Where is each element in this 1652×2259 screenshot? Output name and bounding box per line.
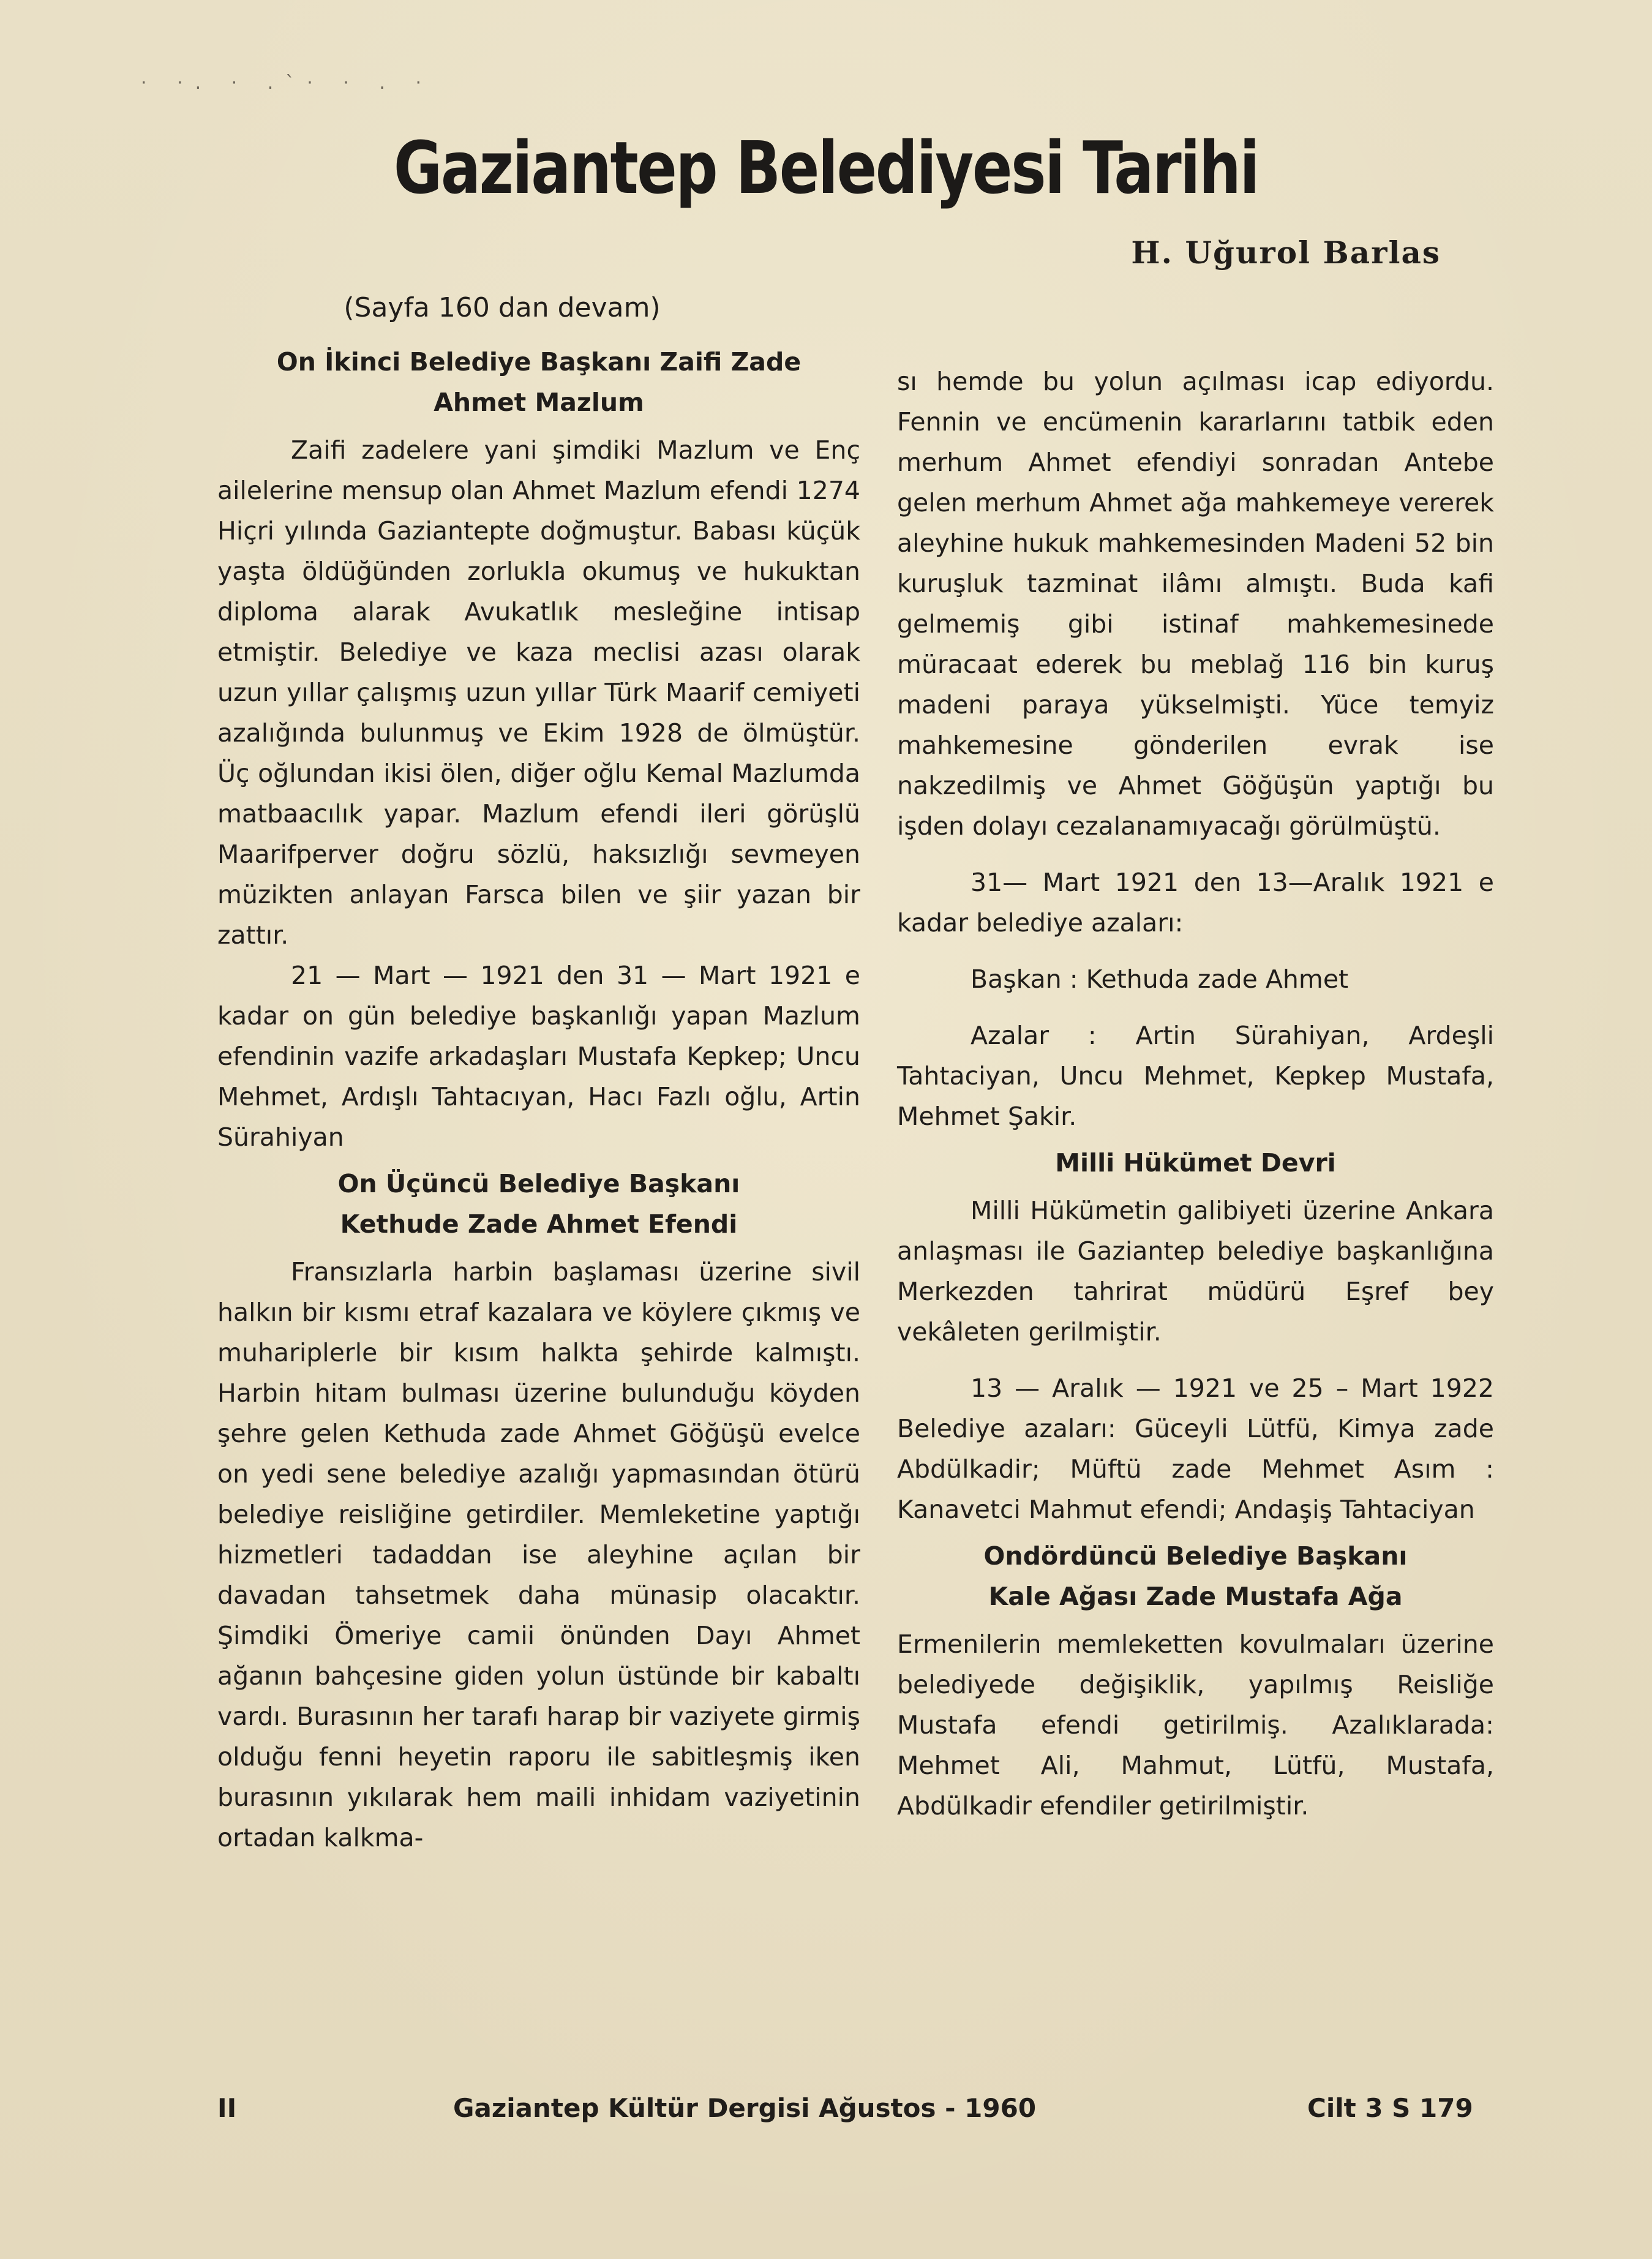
paragraph: 13 — Aralık — 1921 ve 25 – Mart 1922 Belediye azaları: Güceyli Lütfü, Kimya zade Abdülkadir; Müftü zade Mehmet Asım : Kanavetci Mahmut efendi; Andaşiş Tahtaciyan — [897, 1374, 1494, 1524]
paragraph: 31— Mart 1921 den 13—Aralık 1921 e kadar belediye azaları: — [897, 868, 1494, 938]
author-name: H. Uğurol Barlas — [1131, 235, 1441, 271]
article-title: Gaziantep Belediyesi Tarihi — [393, 126, 1259, 210]
left-column — [217, 288, 860, 1858]
continued-note: (Sayfa 160 dan devam) — [344, 292, 661, 323]
magazine-issue: Gaziantep Kültür Dergisi Ağustos - 1960 — [453, 2093, 1037, 2123]
heading-line: Ondördüncü Belediye Başkanı — [983, 1541, 1408, 1571]
heading-line: Ahmet Mazlum — [434, 388, 644, 417]
paper-specks: · ·. · .`· · . · — [141, 72, 434, 94]
paragraph: 21 — Mart — 1921 den 31 — Mart 1921 e kadar on gün belediye başkanlığı yapan Mazlum efendinin vazife arkadaşları Mustafa Kepkep; Uncu Mehmet, Ardışlı Tahtacıyan, Hacı Fazlı oğlu, Artin Sürahiyan — [217, 961, 860, 1152]
heading-line: On Üçüncü Belediye Başkanı — [337, 1169, 740, 1198]
paragraph: Başkan : Kethuda zade Ahmet — [971, 964, 1349, 994]
paragraph: Milli Hükümetin galibiyeti üzerine Ankara anlaşması ile Gaziantep belediye başkanlığına Merkezden tahrirat müdürü Eşref bey vekâleten gerilmiştir. — [897, 1196, 1494, 1347]
volume-info: Cilt 3 S 179 — [1307, 2093, 1473, 2123]
heading-line: Kethude Zade Ahmet Efendi — [340, 1209, 738, 1239]
section-heading-14 — [897, 1536, 1494, 1617]
heading-line: On İkinci Belediye Başkanı Zaifi Zade — [276, 347, 802, 377]
paragraph: Ermenilerin memleketten kovulmaları üzerine belediyede değişiklik, yapılmış Reisliğe Mustafa efendi getirilmiş. Azalıklarada: Mehmet Ali, Mahmut, Lütfü, Mustafa, Abdülkadir efendiler getirilmiştir. — [897, 1629, 1494, 1821]
paragraph: Azalar : Artin Sürahiyan, Ardeşli Tahtaciyan, Uncu Mehmet, Kepkep Mustafa, Mehmet Şakir. — [897, 1021, 1494, 1131]
page-number: II — [217, 2093, 237, 2123]
section-heading-12 — [217, 342, 860, 423]
paragraph: Zaifi zadelere yani şimdiki Mazlum ve Enç ailelerine mensup olan Ahmet Mazlum efendi 1274 Hiçri yılında Gaziantepte doğmuştur. Babası küçük yaşta öldüğünden zorlukla okumuş ve hukuktan diploma alarak Avukatlık mesleğine intisap etmiştir. Belediye ve kaza meclisi azası olarak uzun yıllar çalışmış uzun yıllar Türk Maarif cemiyeti azalığında bulunmuş ve Ekim 1928 de ölmüştür. Üç oğlundan ikisi ölen, diğer oğlu Kemal Mazlumda matbaacılık yapar. Mazlum efendi ileri görüşlü Maarifperver doğru sözlü, haksızlığı sevmeyen müzikten anlayan Farsca bilen ve şiir yazan bir zattır. — [217, 435, 860, 950]
page-footer — [0, 2093, 1652, 2142]
right-column — [897, 361, 1494, 1826]
paragraph: sı hemde bu yolun açılması icap ediyordu. Fennin ve encümenin kararlarını tatbik eden merhum Ahmet efendiyi sonradan Antebe gelen merhum Ahmet ağa mahkemeye vererek aleyhine hukuk mahkemesinden Madeni 52 bin kuruşluk tazminat ilâmı almıştı. Buda kafi gelmemiş gibi istinaf mahkemesinede müracaat ederek bu meblağ 116 bin kuruş madeni paraya yükselmişti. Yüce temyiz mahkemesine gönderilen evrak ise nakzedilmiş ve Ahmet Göğüşün yaptığı bu işden dolayı cezalanamıyacağı görülmüştü. — [897, 367, 1494, 841]
paragraph: Fransızlarla harbin başlaması üzerine sivil halkın bir kısmı etraf kazalara ve köylere çıkmış ve muhariplerle bir kısım halkta şehirde kalmıştı. Harbin hitam bulması üzerine bulunduğu köyden şehre gelen Kethuda zade Ahmet Göğüşü evelce on yedi sene belediye azalığı yapmasından ötürü belediye reisliğine getirdiler. Memleketine yaptığı hizmetleri tadaddan ise aleyhine açılan bir davadan tahsetmek daha münasip olacaktır. Şimdiki Ömeriye camii önünden Dayı Ahmet ağanın bahçesine giden yolun üstünde bir kabaltı vardı. Burasının her tarafı harap bir vaziyete girmiş olduğu fenni heyetin raporu ile sabitleşmiş iken burasının yıkılarak hem maili inhidam vaziyetinin ortadan kalkma- — [217, 1257, 860, 1852]
section-heading-milli: Milli Hükümet Devri — [1055, 1148, 1336, 1178]
heading-line: Kale Ağası Zade Mustafa Ağa — [988, 1582, 1403, 1611]
section-heading-13 — [217, 1163, 860, 1244]
